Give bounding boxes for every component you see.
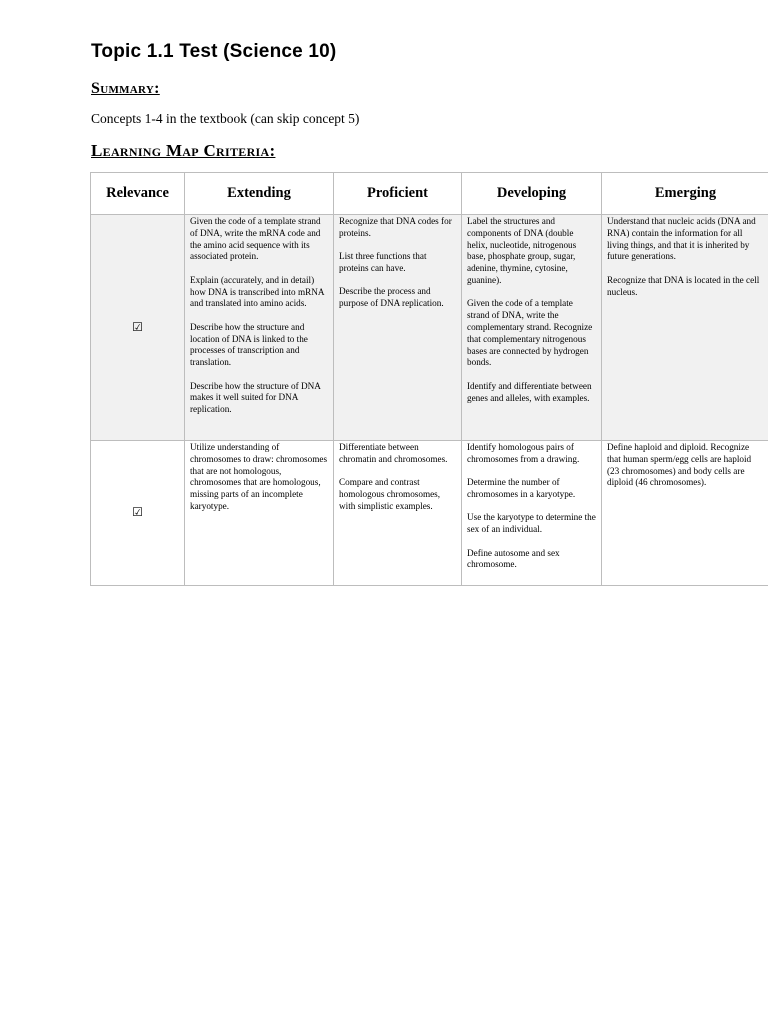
criterion-text: Describe how the structure of DNA makes it well suited for DNA replication. [190, 380, 321, 415]
cell-extending [185, 441, 334, 586]
cell-proficient [334, 215, 462, 441]
criterion-text: Define autosome and sex chromosome. [467, 547, 560, 570]
cell-developing [462, 441, 602, 586]
header-emerging: Emerging [602, 173, 768, 215]
criterion-text: List three functions that proteins can have. [339, 251, 427, 273]
relevance-checkbox[interactable]: ☑ [91, 215, 185, 441]
criterion-text: Explain (accurately, and in detail) how DNA is transcribed into mRNA and translated into amino acids. [190, 274, 324, 309]
criterion-text: Utilize understanding of chromosomes to draw: chromosomes that are not homologous, chromosomes that are homologous, missing parts of an incomplete karyotype. [190, 442, 328, 511]
table-row [91, 441, 768, 586]
criterion-text: Use the karyotype to determine the sex of an individual. [467, 512, 596, 535]
criterion-text: Given the code of a template strand of DNA, write the mRNA code and the amino acid sequence with its associated protein. [190, 216, 321, 262]
learning-map-heading: Learning Map Criteria: [91, 141, 276, 160]
criterion-text: Given the code of a template strand of DNA, write the complementary strand. Recognize that complementary nitrogenous bases are connected by hydrogen bonds. [467, 298, 593, 368]
cell-developing [462, 215, 602, 441]
criterion-text: Determine the number of chromosomes in a karyotype. [467, 477, 576, 499]
criterion-text: Understand that nucleic acids (DNA and RNA) contain the information for all living things, and that it is inherited by future generations. [607, 216, 756, 262]
learning-map-table [90, 172, 768, 586]
criterion-text: Identify and differentiate between genes and alleles, with examples. [467, 380, 592, 403]
criterion-text: Differentiate between chromatin and chromosomes. [339, 442, 448, 464]
cell-emerging [602, 215, 768, 441]
summary-heading: Summary: [91, 80, 160, 97]
summary-text: Concepts 1-4 in the textbook (can skip concept 5) [91, 111, 360, 126]
cell-emerging [602, 441, 768, 586]
criterion-text: Describe the process and purpose of DNA replication. [339, 286, 444, 309]
table-header-row [91, 173, 768, 215]
criterion-text: Recognize that DNA codes for proteins. [339, 216, 452, 238]
header-proficient: Proficient [334, 173, 462, 215]
cell-extending [185, 215, 334, 441]
criterion-text: Identify homologous pairs of chromosomes from a drawing. [467, 442, 580, 464]
page-title: Topic 1.1 Test (Science 10) [91, 41, 337, 62]
table-row [91, 215, 768, 441]
cell-proficient [334, 441, 462, 586]
header-extending: Extending [185, 173, 334, 215]
criterion-text: Define haploid and diploid. Recognize that human sperm/egg cells are haploid (23 chromosomes) and body cells are diploid (46 chromosomes). [607, 442, 752, 488]
relevance-checkbox[interactable]: ☑ [91, 441, 185, 586]
criterion-text: Label the structures and components of DNA (double helix, nucleotide, nitrogenous base, phosphate group, sugar, adenine, thymine, cytosine, guanine). [467, 216, 577, 285]
criterion-text: Compare and contrast homologous chromosomes, with simplistic examples. [339, 477, 441, 511]
criterion-text: Describe how the structure and location of DNA is linked to the processes of transcription and translation. [190, 321, 308, 368]
header-developing: Developing [462, 173, 602, 215]
criterion-text: Recognize that DNA is located in the cell nucleus. [607, 274, 760, 297]
header-relevance: Relevance [91, 173, 185, 215]
